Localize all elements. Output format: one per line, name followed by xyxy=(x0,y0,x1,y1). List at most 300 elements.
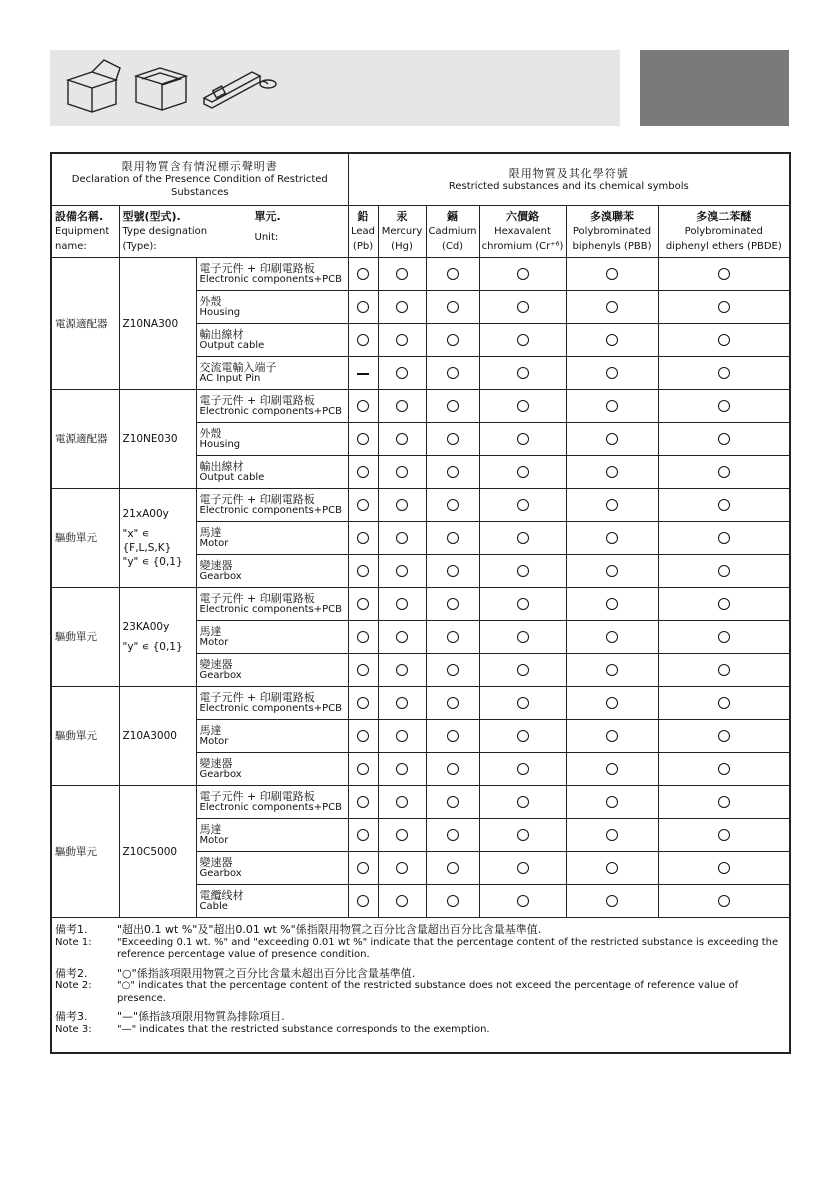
notes-cell xyxy=(51,918,790,1054)
substance-mark-cell xyxy=(426,555,479,588)
note-label: Note 2: xyxy=(55,980,92,991)
circle-mark-icon xyxy=(396,664,408,676)
substance-header xyxy=(378,206,426,258)
substance-mark-cell xyxy=(348,390,378,423)
circle-mark-icon xyxy=(396,697,408,709)
unit-part-zh: 電子元件 + 印刷電路板 xyxy=(199,493,315,506)
circle-mark-icon xyxy=(718,895,730,907)
circle-mark-icon xyxy=(357,697,369,709)
substance-symbol: biphenyls (PBB) xyxy=(572,241,652,252)
substance-mark-cell xyxy=(348,753,378,786)
substance-mark-cell xyxy=(378,654,426,687)
circle-mark-icon xyxy=(396,367,408,379)
circle-mark-icon xyxy=(606,565,618,577)
circle-mark-icon xyxy=(396,895,408,907)
circle-mark-icon xyxy=(396,862,408,874)
circle-mark-icon xyxy=(517,565,529,577)
substance-mark-cell xyxy=(378,456,426,489)
circle-mark-icon xyxy=(357,268,369,280)
circle-mark-icon xyxy=(718,598,730,610)
unit-part-en: Cable xyxy=(199,901,228,912)
substance-mark-cell xyxy=(426,423,479,456)
substance-mark-cell xyxy=(426,390,479,423)
circle-mark-icon xyxy=(718,664,730,676)
declaration-title-zh: 限用物質含有情況標示聲明書 xyxy=(121,160,278,173)
substance-mark-cell xyxy=(378,324,426,357)
circle-mark-icon xyxy=(606,829,618,841)
circle-mark-icon xyxy=(606,433,618,445)
unit-part-cell xyxy=(196,555,348,588)
substance-mark-cell xyxy=(378,852,426,885)
circle-mark-icon xyxy=(396,334,408,346)
circle-mark-icon xyxy=(718,631,730,643)
note-text: "超出0.1 wt %"及"超出0.01 wt %"係指限用物質之百分比含量超出百分比含量基準值. xyxy=(117,923,542,936)
type-designation-cell xyxy=(119,489,196,588)
substance-mark-cell xyxy=(378,291,426,324)
unit-part-cell xyxy=(196,423,348,456)
circle-mark-icon xyxy=(606,763,618,775)
equipment-label-name: name: xyxy=(55,241,87,252)
circle-mark-icon xyxy=(517,862,529,874)
table-row xyxy=(51,258,790,291)
circle-mark-icon xyxy=(447,268,459,280)
substance-symbol: (Pb) xyxy=(352,241,374,252)
substance-en: Hexavalent xyxy=(494,226,551,237)
unit-part-en: Electronic components+PCB xyxy=(199,274,343,285)
substance-mark-cell xyxy=(378,687,426,720)
substance-mark-cell xyxy=(378,423,426,456)
substance-mark-cell xyxy=(378,819,426,852)
circle-mark-icon xyxy=(447,796,459,808)
substance-mark-cell xyxy=(378,489,426,522)
circle-mark-icon xyxy=(396,466,408,478)
note-label: Note 3: xyxy=(55,1023,92,1035)
substance-mark-cell xyxy=(658,555,790,588)
substance-mark-cell xyxy=(479,522,566,555)
substance-zh: 鉛 xyxy=(357,210,369,223)
dash-mark-icon xyxy=(357,373,369,375)
circle-mark-icon xyxy=(718,400,730,412)
rohs-declaration-table xyxy=(50,152,791,1054)
circle-mark-icon xyxy=(718,268,730,280)
substance-mark-cell xyxy=(348,456,378,489)
circle-mark-icon xyxy=(357,466,369,478)
substance-mark-cell xyxy=(566,819,658,852)
unit-part-zh: 馬達 xyxy=(199,625,222,638)
circle-mark-icon xyxy=(447,895,459,907)
note-line xyxy=(55,968,785,981)
substance-mark-cell xyxy=(566,456,658,489)
unit-part-cell xyxy=(196,357,348,390)
substance-mark-cell xyxy=(426,489,479,522)
circle-mark-icon xyxy=(517,763,529,775)
unit-part-zh: 馬達 xyxy=(199,724,222,737)
table-row xyxy=(51,390,790,423)
substance-mark-cell xyxy=(658,489,790,522)
substance-mark-cell xyxy=(479,291,566,324)
circle-mark-icon xyxy=(606,532,618,544)
substance-symbol: (Hg) xyxy=(391,241,413,252)
unit-part-zh: 輸出線材 xyxy=(199,328,244,341)
circle-mark-icon xyxy=(396,796,408,808)
equipment-label-zh: 設備名稱. xyxy=(55,210,104,223)
substance-mark-cell xyxy=(566,753,658,786)
substance-header xyxy=(479,206,566,258)
equipment-name-cell: 電源適配器 xyxy=(51,258,119,390)
unit-part-en: Electronic components+PCB xyxy=(199,604,343,615)
substance-mark-cell xyxy=(479,423,566,456)
type-line: "x" ∊ {F,L,S,K} xyxy=(122,528,172,554)
circle-mark-icon xyxy=(357,301,369,313)
type-designation-cell xyxy=(119,588,196,687)
circle-mark-icon xyxy=(517,334,529,346)
circle-mark-icon xyxy=(447,598,459,610)
unit-part-zh: 變速器 xyxy=(199,559,233,572)
unit-part-cell xyxy=(196,390,348,423)
circle-mark-icon xyxy=(357,400,369,412)
substance-mark-cell xyxy=(426,258,479,291)
substance-mark-cell xyxy=(566,885,658,918)
unit-part-zh: 變速器 xyxy=(199,658,233,671)
circle-mark-icon xyxy=(517,796,529,808)
unit-part-en: Electronic components+PCB xyxy=(199,802,343,813)
substance-symbol: diphenyl ethers (PBDE) xyxy=(665,241,782,252)
circle-mark-icon xyxy=(517,466,529,478)
equipment-name-cell: 驅動單元 xyxy=(51,687,119,786)
circle-mark-icon xyxy=(357,763,369,775)
substance-mark-cell xyxy=(426,786,479,819)
unit-part-cell xyxy=(196,588,348,621)
circle-mark-icon xyxy=(517,598,529,610)
circle-mark-icon xyxy=(447,862,459,874)
substance-mark-cell xyxy=(426,885,479,918)
circle-mark-icon xyxy=(357,796,369,808)
corner-gray-block xyxy=(640,50,789,126)
substance-mark-cell xyxy=(378,588,426,621)
unit-part-en: Motor xyxy=(199,637,229,648)
declaration-title-en: Declaration of the Presence Condition of Restricted Substances xyxy=(71,174,328,198)
circle-mark-icon xyxy=(718,697,730,709)
unit-part-cell xyxy=(196,456,348,489)
circle-mark-icon xyxy=(606,862,618,874)
substance-mark-cell xyxy=(479,852,566,885)
unit-part-en: Gearbox xyxy=(199,868,242,879)
circle-mark-icon xyxy=(357,565,369,577)
substance-mark-cell xyxy=(479,357,566,390)
circle-mark-icon xyxy=(447,664,459,676)
substance-mark-cell xyxy=(479,489,566,522)
type-designation-cell xyxy=(119,390,196,489)
note-text: "Exceeding 0.1 wt. %" and "exceeding 0.01 wt %" indicate that the percentage content of the restricted substance is exceeding the reference percentage value of presence condition. xyxy=(117,936,779,960)
substance-mark-cell xyxy=(479,258,566,291)
substance-mark-cell xyxy=(479,555,566,588)
unit-part-zh: 電子元件 + 印刷電路板 xyxy=(199,790,315,803)
circle-mark-icon xyxy=(718,367,730,379)
unit-part-cell xyxy=(196,291,348,324)
substance-symbol: (Cd) xyxy=(441,241,464,252)
circle-mark-icon xyxy=(447,400,459,412)
circle-mark-icon xyxy=(447,730,459,742)
substance-mark-cell xyxy=(348,687,378,720)
circle-mark-icon xyxy=(718,532,730,544)
circle-mark-icon xyxy=(396,598,408,610)
circle-mark-icon xyxy=(517,532,529,544)
note-line xyxy=(55,1024,785,1037)
substance-header xyxy=(426,206,479,258)
circle-mark-icon xyxy=(357,532,369,544)
substance-mark-cell xyxy=(479,720,566,753)
unit-part-en: Electronic components+PCB xyxy=(199,505,343,516)
substance-mark-cell xyxy=(348,819,378,852)
circle-mark-icon xyxy=(357,895,369,907)
substance-mark-cell xyxy=(426,291,479,324)
substance-mark-cell xyxy=(378,753,426,786)
header-icons xyxy=(64,58,284,118)
substance-symbol: chromium (Cr⁺⁶) xyxy=(481,241,564,252)
circle-mark-icon xyxy=(517,664,529,676)
circle-mark-icon xyxy=(396,301,408,313)
circle-mark-icon xyxy=(396,532,408,544)
unit-part-zh: 輸出線材 xyxy=(199,460,244,473)
substance-mark-cell xyxy=(348,291,378,324)
substance-zh: 多溴聯苯 xyxy=(590,210,635,223)
substance-header xyxy=(658,206,790,258)
circle-mark-icon xyxy=(718,499,730,511)
unit-part-en: Electronic components+PCB xyxy=(199,406,343,417)
circle-mark-icon xyxy=(718,829,730,841)
circle-mark-icon xyxy=(447,334,459,346)
circle-mark-icon xyxy=(447,301,459,313)
circle-mark-icon xyxy=(447,763,459,775)
note-label: 備考3. xyxy=(55,1010,88,1023)
equipment-name-cell: 驅動單元 xyxy=(51,489,119,588)
substance-mark-cell xyxy=(566,357,658,390)
type-line: Z10NA300 xyxy=(122,317,179,330)
substance-mark-cell xyxy=(348,621,378,654)
substance-mark-cell xyxy=(479,654,566,687)
circle-mark-icon xyxy=(718,730,730,742)
substances-title xyxy=(348,153,790,206)
table-row xyxy=(51,588,790,621)
unit-part-cell xyxy=(196,654,348,687)
substance-mark-cell xyxy=(658,258,790,291)
substance-mark-cell xyxy=(479,885,566,918)
substance-mark-cell xyxy=(348,786,378,819)
unit-part-cell xyxy=(196,852,348,885)
circle-mark-icon xyxy=(606,400,618,412)
substance-mark-cell xyxy=(566,258,658,291)
substance-mark-cell xyxy=(479,819,566,852)
substance-mark-cell xyxy=(479,456,566,489)
substance-mark-cell xyxy=(426,621,479,654)
note-label: 備考2. xyxy=(55,966,88,980)
circle-mark-icon xyxy=(357,499,369,511)
substance-mark-cell xyxy=(348,654,378,687)
circle-mark-icon xyxy=(396,730,408,742)
substance-mark-cell xyxy=(566,852,658,885)
unit-part-zh: 變速器 xyxy=(199,856,233,869)
substance-mark-cell xyxy=(566,786,658,819)
unit-part-cell xyxy=(196,687,348,720)
circle-mark-icon xyxy=(517,367,529,379)
type-label-type: (Type): xyxy=(122,241,157,252)
circle-mark-icon xyxy=(447,565,459,577)
open-box-icon xyxy=(68,60,120,112)
substance-mark-cell xyxy=(426,852,479,885)
circle-mark-icon xyxy=(357,862,369,874)
substances-title-en: Restricted substances and its chemical symbols xyxy=(448,180,689,192)
substance-mark-cell xyxy=(479,324,566,357)
type-line: "y" ∊ {0,1} xyxy=(122,641,183,653)
equipment-name-cell: 驅動單元 xyxy=(51,786,119,918)
unit-part-zh: 電子元件 + 印刷電路板 xyxy=(199,262,315,275)
type-line: 23KA00y xyxy=(122,621,170,633)
substance-mark-cell xyxy=(566,423,658,456)
unit-part-en: Motor xyxy=(199,736,229,747)
circle-mark-icon xyxy=(447,532,459,544)
substance-mark-cell xyxy=(348,324,378,357)
circle-mark-icon xyxy=(447,631,459,643)
note-label: 備考1. xyxy=(55,923,88,936)
substance-en: Polybrominated xyxy=(572,226,652,237)
notes-row xyxy=(51,918,790,1054)
substance-mark-cell xyxy=(378,555,426,588)
substance-header xyxy=(348,206,378,258)
circle-mark-icon xyxy=(606,268,618,280)
unit-part-en: Gearbox xyxy=(199,571,242,582)
rail-motor-icon xyxy=(204,72,276,108)
substance-mark-cell xyxy=(566,555,658,588)
unit-part-zh: 電纜线材 xyxy=(199,889,244,902)
unit-part-cell xyxy=(196,786,348,819)
circle-mark-icon xyxy=(606,664,618,676)
circle-mark-icon xyxy=(517,268,529,280)
substance-en: Cadmium xyxy=(428,226,477,237)
unit-part-en: Output cable xyxy=(199,340,265,351)
substance-mark-cell xyxy=(658,291,790,324)
substance-mark-cell xyxy=(378,522,426,555)
circle-mark-icon xyxy=(357,730,369,742)
note-line xyxy=(55,924,785,937)
substance-mark-cell xyxy=(426,819,479,852)
table-row xyxy=(51,687,790,720)
substance-mark-cell xyxy=(658,423,790,456)
substance-mark-cell xyxy=(566,720,658,753)
unit-part-en: Gearbox xyxy=(199,769,242,780)
note-text: "○" indicates that the percentage content of the restricted substance does not exceed the percentage of reference value of presence. xyxy=(117,980,739,1004)
substance-zh: 汞 xyxy=(396,210,408,223)
substance-mark-cell xyxy=(348,720,378,753)
substance-mark-cell xyxy=(378,357,426,390)
substance-mark-cell xyxy=(566,390,658,423)
circle-mark-icon xyxy=(396,268,408,280)
unit-label-zh: 單元. xyxy=(254,210,281,223)
circle-mark-icon xyxy=(517,730,529,742)
substance-mark-cell xyxy=(348,489,378,522)
circle-mark-icon xyxy=(357,598,369,610)
circle-mark-icon xyxy=(447,499,459,511)
substance-mark-cell xyxy=(426,324,479,357)
circle-mark-icon xyxy=(517,499,529,511)
equipment-label-en: Equipment xyxy=(55,226,110,237)
circle-mark-icon xyxy=(718,466,730,478)
substance-mark-cell xyxy=(348,852,378,885)
unit-part-zh: 變速器 xyxy=(199,757,233,770)
unit-part-zh: 外殼 xyxy=(199,295,222,308)
drawer-box-icon xyxy=(136,68,186,110)
circle-mark-icon xyxy=(606,895,618,907)
substance-mark-cell xyxy=(658,621,790,654)
circle-mark-icon xyxy=(447,466,459,478)
circle-mark-icon xyxy=(517,829,529,841)
substance-mark-cell xyxy=(378,258,426,291)
substance-en: Lead xyxy=(351,226,376,237)
circle-mark-icon xyxy=(718,334,730,346)
unit-part-en: Housing xyxy=(199,307,241,318)
substance-mark-cell xyxy=(348,522,378,555)
substance-mark-cell xyxy=(348,357,378,390)
substance-en: Polybrominated xyxy=(684,226,763,237)
substance-mark-cell xyxy=(378,885,426,918)
unit-part-cell xyxy=(196,324,348,357)
substance-en: Mercury xyxy=(381,226,423,237)
substance-mark-cell xyxy=(566,687,658,720)
substance-mark-cell xyxy=(658,852,790,885)
circle-mark-icon xyxy=(517,400,529,412)
note-line xyxy=(55,1011,785,1024)
substance-mark-cell xyxy=(348,885,378,918)
unit-part-zh: 馬達 xyxy=(199,823,222,836)
substance-mark-cell xyxy=(426,753,479,786)
substance-mark-cell xyxy=(566,324,658,357)
unit-part-cell xyxy=(196,258,348,291)
unit-part-zh: 電子元件 + 印刷電路板 xyxy=(199,592,315,605)
circle-mark-icon xyxy=(606,334,618,346)
type-designation-cell xyxy=(119,786,196,918)
substance-mark-cell xyxy=(658,390,790,423)
type-unit-labels xyxy=(119,206,348,258)
substance-mark-cell xyxy=(658,753,790,786)
substance-mark-cell xyxy=(426,588,479,621)
circle-mark-icon xyxy=(396,631,408,643)
unit-part-en: Output cable xyxy=(199,472,265,483)
substance-mark-cell xyxy=(566,654,658,687)
substance-mark-cell xyxy=(348,423,378,456)
circle-mark-icon xyxy=(718,763,730,775)
note-text: "○"係指該項限用物質之百分比含量未超出百分比含量基準值. xyxy=(117,966,416,980)
note-block xyxy=(55,1011,785,1036)
note-block xyxy=(55,968,785,1006)
unit-part-cell xyxy=(196,885,348,918)
unit-part-en: Housing xyxy=(199,439,241,450)
note-label: Note 1: xyxy=(55,936,92,948)
substance-mark-cell xyxy=(566,522,658,555)
circle-mark-icon xyxy=(606,598,618,610)
substance-mark-cell xyxy=(658,324,790,357)
type-line: 21xA00y xyxy=(122,508,169,520)
substance-mark-cell xyxy=(566,489,658,522)
declaration-title xyxy=(51,153,348,206)
table-row xyxy=(51,489,790,522)
substance-mark-cell xyxy=(348,258,378,291)
substance-mark-cell xyxy=(566,588,658,621)
circle-mark-icon xyxy=(357,433,369,445)
circle-mark-icon xyxy=(718,565,730,577)
circle-mark-icon xyxy=(396,433,408,445)
circle-mark-icon xyxy=(606,631,618,643)
type-line: Z10NE030 xyxy=(122,433,178,445)
circle-mark-icon xyxy=(606,367,618,379)
